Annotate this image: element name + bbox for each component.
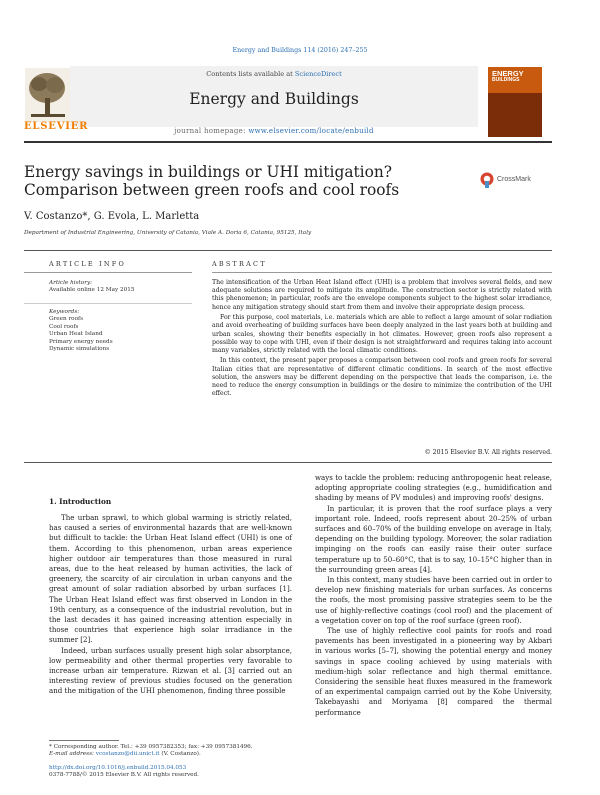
crossmark-label[interactable]: CrossMark <box>497 176 531 183</box>
elsevier-wordmark: ELSEVIER <box>24 121 89 132</box>
keyword-item: Dynamic simulations <box>49 346 110 353</box>
keywords-label: Keywords: <box>49 309 80 315</box>
abstract-paragraph: The intensification of the Urban Heat Island effect (UHI) is a problem that involves several fields, and new adequate solutions are required to mitigate its amplitude. The construction sector is strictly related with this phenomenon; in particular, roofs are the envelope components subject to the highest solar irradiance, hence any mitigation strategy should start from them and involve their appropriate design process. <box>212 279 552 311</box>
sciencedirect-link[interactable]: ScienceDirect <box>294 70 342 78</box>
doi-link[interactable]: http://dx.doi.org/10.1016/j.enbuild.2015.04.053 <box>49 765 187 771</box>
body-paragraph: The urban sprawl, to which global warming is strictly related, has caused a series of environmental hazards that are well-known but difficult to tackle: the Urban Heat Island effect (UHI) is one of them. According to this phenomenon, urban areas experience higher outdoor air temperatures than those measured in rural areas, due to the heat released by human activities, the lack of greenery, the scarcity of air circulation in urban canyons and the great amount of solar radiation absorbed by urban surfaces [1]. The Urban Heat Island effect was first observed in London in the 19th century, as a consequence of the industrial revolution, but in the last decades it has gained increasing attention especially in those countries that experience high solar irradiance in the summer [2]. <box>49 513 292 645</box>
keyword-item: Primary energy needs <box>49 338 113 345</box>
header-divider <box>24 141 552 143</box>
abstract-body <box>212 279 552 401</box>
keywords-block <box>49 309 113 353</box>
email-label: E-mail address: <box>49 751 96 758</box>
article-title: Energy savings in buildings or UHI mitigation? Comparison between green roofs and cool roofs <box>24 163 400 199</box>
article-info-heading: ARTICLE INFO <box>49 260 126 268</box>
crossmark-icon[interactable] <box>480 172 494 189</box>
affiliation: Department of Industrial Engineering, University of Catania, Viale A. Doria 6, Catania, 95125, Italy <box>24 230 312 236</box>
homepage-link[interactable]: www.elsevier.com/locate/enbuild <box>248 127 374 135</box>
email-link[interactable]: vcostanzo@dii.unict.it <box>95 751 160 758</box>
article-history <box>49 280 134 295</box>
homepage-label: journal homepage: <box>174 127 249 135</box>
body-paragraph: Indeed, urban surfaces usually present high solar absorptance, low permeability and other thermal properties very favorable to increase urban air temperature. Rizwan et al. [3] carried out an interesting review of previous studies focused on the generation and the mitigation of the UHI phenomenon, finding three possible <box>49 645 292 696</box>
doi-block <box>49 765 199 779</box>
corresponding-author: * Corresponding author. Tel.: +39 0957382353; fax: +39 0957381496. <box>49 744 253 750</box>
journal-cover-band <box>488 93 542 137</box>
title-divider <box>24 250 552 251</box>
journal-reference[interactable]: Energy and Buildings 114 (2016) 247–255 <box>232 47 368 54</box>
issn-line: 0378-7788/© 2015 Elsevier B.V. All rights reserved. <box>49 772 199 779</box>
history-value: Available online 12 May 2015 <box>49 287 135 294</box>
body-paragraph: The use of highly reflective cool paints for roofs and road pavements has been investigated in a pioneering way by Akbari in various works [5–7], showing the potential energy and money savings in space cooling achieved by using materials with medium-high solar reflectance and high thermal emittance. Considering the sensible heat fluxes measured in the framework of an experimental campaign carried out by the Kobe University, Takebayashi and Moriyama [8] compared the thermal performance <box>315 626 552 717</box>
contents-line <box>0 70 548 78</box>
left-column <box>49 513 292 697</box>
abstract-paragraph: For this purpose, cool materials, i.e. materials which are able to reflect a large amount of solar radiation and avoid overheating of building surfaces have been deeply analyzed in the last years both at building and urban scales, showing their benefits especially in hot climates. However, green roofs also represent a possible way to cope with UHI, even if their design is not straightforward and requires taking into account many variables, strictly related with the local climatic conditions. <box>212 314 552 354</box>
keyword-item: Cool roofs <box>49 323 79 330</box>
cover-title-line2: BUILDINGS <box>492 77 520 83</box>
footnote-rule <box>49 740 119 741</box>
contents-prefix: Contents lists available at <box>206 70 295 78</box>
footnote-corresponding <box>49 744 279 758</box>
author-list: V. Costanzo*, G. Evola, L. Marletta <box>24 211 200 222</box>
body-paragraph: In particular, it is proven that the roof surface plays a very important role. Indeed, roofs represent about 20–25% of urban surfaces and 60–70% of the building envelope on average in Italy, depending on the building typology. Moreover, the solar radiation impinging on the roofs can easily raise their outer surface temperature up to 50–60°C, that is to say, 10–15°C higher than in the surrounding green areas [4]. <box>315 503 552 574</box>
keyword-item: Urban Heat Island <box>49 331 103 338</box>
abstract-rule <box>212 272 552 273</box>
abstract-divider <box>24 462 552 463</box>
body-paragraph: ways to tackle the problem: reducing anthropogenic heat release, adopting appropriate cooling strategies (e.g., humidification and shading by means of PV modules) and improving roofs' designs. <box>315 473 552 503</box>
cover-title-line1: ENERGY <box>492 69 524 78</box>
body-paragraph: In this context, many studies have been carried out in order to develop new finishing materials for urban surfaces. As concerns the roofs, the most promising passive strategies seem to be the use of highly-reflective coatings (cool roof) and the placement of a vegetation cover on top of the roof surface (green roof). <box>315 575 552 625</box>
introduction-heading: 1. Introduction <box>49 497 112 506</box>
journal-name: Energy and Buildings <box>189 90 359 108</box>
article-info-rule <box>24 272 192 273</box>
keyword-item: Green roofs <box>49 316 84 323</box>
elsevier-tree-logo-icon <box>25 68 70 122</box>
abstract-copyright: © 2015 Elsevier B.V. All rights reserved. <box>424 449 552 456</box>
right-column <box>315 473 552 718</box>
history-label: Article history: <box>49 280 93 286</box>
abstract-paragraph: In this context, the present paper proposes a comparison between cool roofs and green roofs for several Italian cities that are representative of different climatic conditions. In search of the most effective solution, the answers may be different depending on the perspective that leads the comparison, i.e. the need to reduce the energy consumption in buildings or the desire to minimize the contribution of the UHI effect. <box>212 357 552 398</box>
history-rule <box>24 303 192 304</box>
email-line <box>49 751 279 758</box>
email-suffix: (V. Costanzo). <box>159 751 201 758</box>
abstract-heading: ABSTRACT <box>212 260 267 268</box>
journal-cover-title <box>492 70 524 84</box>
